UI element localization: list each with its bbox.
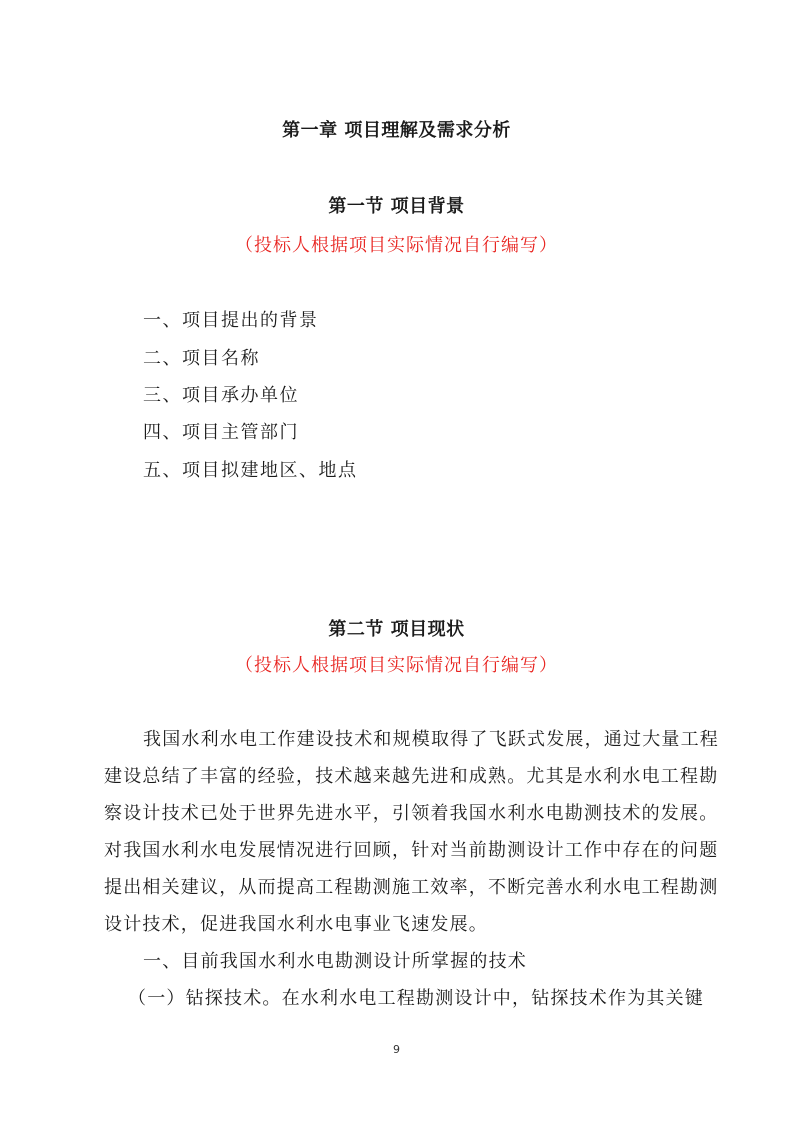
chapter-title: 第一章 项目理解及需求分析 [282,120,511,141]
list-item: 五、项目拟建地区、地点 [143,460,358,481]
paragraph-line: 建设总结了丰富的经验，技术越来越先进和成熟。尤其是水利水电工程勘 [104,766,719,787]
list-item: 四、项目主管部门 [143,422,299,443]
paragraph-line: 对我国水利水电发展情况进行回顾，针对当前勘测设计工作中存在的问题 [104,840,719,861]
list-item: 二、项目名称 [143,348,260,369]
page-number: 9 [393,1043,400,1056]
list-item: 一、项目提出的背景 [143,310,319,331]
paragraph-line: 提出相关建议，从而提高工程勘测施工效率，不断完善水利水电工程勘测 [104,877,719,898]
section-title-status: 第二节 项目现状 [328,619,465,640]
list-item: 三、项目承办单位 [143,385,299,406]
paragraph-line: 察设计技术已处于世界先进水平，引领着我国水利水电勘测技术的发展。 [104,803,719,824]
subheading: 一、目前我国水利水电勘测设计所掌握的技术 [143,951,527,972]
section-note-status: （投标人根据项目实际情况自行编写） [235,655,558,676]
paragraph-line: 我国水利水电工作建设技术和规模取得了飞跃式发展，通过大量工程 [143,729,719,750]
section-note-background: （投标人根据项目实际情况自行编写） [235,235,558,256]
sub-item: （一）钻探技术。在水利水电工程勘测设计中，钻探技术作为其关键 [128,988,704,1009]
paragraph-line: 设计技术，促进我国水利水电事业飞速发展。 [104,914,488,935]
section-title-background: 第一节 项目背景 [328,196,465,217]
